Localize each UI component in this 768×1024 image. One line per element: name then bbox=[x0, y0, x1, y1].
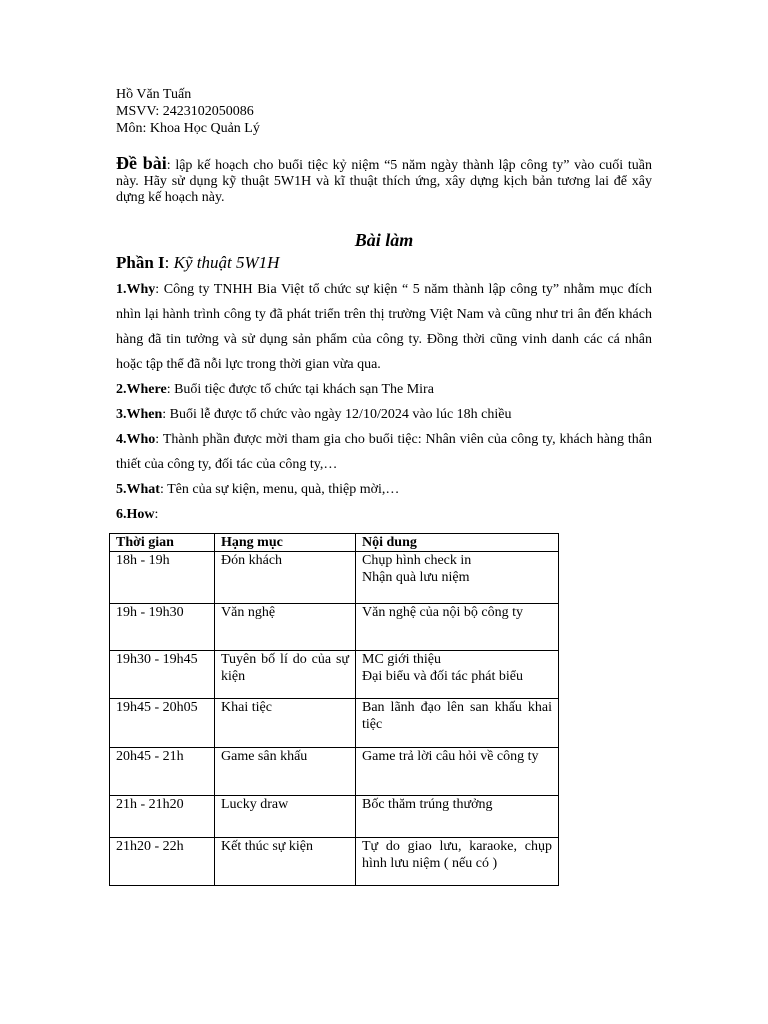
item-text: : bbox=[154, 507, 159, 522]
cell-item: Lucky draw bbox=[215, 796, 356, 838]
content-line: Tự do giao lưu, karaoke, chụp hình lưu niệm ( nếu có ) bbox=[362, 839, 552, 871]
cell-item: Game sân khấu bbox=[215, 748, 356, 796]
cell-content bbox=[356, 699, 559, 748]
cell-time: 21h - 21h20 bbox=[110, 796, 215, 838]
cell-time: 20h45 - 21h bbox=[110, 748, 215, 796]
cell-time: 19h30 - 19h45 bbox=[110, 651, 215, 699]
table-row bbox=[110, 604, 559, 651]
table-row bbox=[110, 838, 559, 886]
item-who bbox=[116, 427, 652, 477]
task-label: Đề bài bbox=[116, 153, 167, 173]
item-text: : Công ty TNHH Bia Việt tổ chức sự kiện “ 5 năm thành lập công ty” nhằm mục đích nhìn lại hành trình công ty đã phát triển trên thị trường Việt Nam và cũng như tri ân đến khách hàng đã tin tưởng và sử dụng sản phẩm của công ty. Đồng thời cũng vinh danh các cá nhân hoặc tập thể đã nỗi lực trong thời gian vừa qua. bbox=[116, 282, 652, 372]
part-heading bbox=[116, 253, 652, 273]
content-line: Đại biểu và đối tác phát biểu bbox=[362, 669, 523, 684]
column-header-item: Hạng mục bbox=[215, 534, 356, 552]
item-what bbox=[116, 477, 652, 502]
page-title: Bài làm bbox=[354, 230, 414, 250]
table-header-row bbox=[110, 534, 559, 552]
cell-item: Đón khách bbox=[215, 552, 356, 604]
content-line: Ban lãnh đạo lên san khấu khai tiệc bbox=[362, 700, 552, 732]
item-label: 5.What bbox=[116, 482, 160, 497]
item-label: 1.Why bbox=[116, 282, 156, 297]
column-header-content: Nội dung bbox=[356, 534, 559, 552]
subject-line: Môn: Khoa Học Quản Lý bbox=[116, 121, 260, 136]
content-line: Nhận quà lưu niệm bbox=[362, 570, 470, 585]
item-when bbox=[116, 402, 652, 427]
item-text: : Thành phần được mời tham gia cho buổi tiệc: Nhân viên của công ty, khách hàng thân thiết của công ty, đối tác của công ty,… bbox=[116, 432, 652, 472]
cell-content bbox=[356, 796, 559, 838]
item-label: 4.Who bbox=[116, 432, 156, 447]
cell-time: 19h45 - 20h05 bbox=[110, 699, 215, 748]
cell-time: 19h - 19h30 bbox=[110, 604, 215, 651]
item-text: : Buổi tiệc được tổ chức tại khách sạn The Mira bbox=[166, 382, 434, 397]
cell-content bbox=[356, 552, 559, 604]
item-label: 2.Where bbox=[116, 382, 167, 397]
cell-content bbox=[356, 748, 559, 796]
item-where bbox=[116, 377, 652, 402]
section-5w1h bbox=[116, 277, 652, 527]
table-row bbox=[110, 699, 559, 748]
part-name: Kỹ thuật 5W1H bbox=[173, 253, 280, 272]
content-line: Văn nghệ của nội bộ công ty bbox=[362, 605, 523, 620]
document-page bbox=[116, 86, 652, 871]
item-label: 6.How bbox=[116, 507, 155, 522]
table-row bbox=[110, 748, 559, 796]
cell-item: Văn nghệ bbox=[215, 604, 356, 651]
cell-content bbox=[356, 651, 559, 699]
task-statement bbox=[116, 155, 652, 206]
cell-item: Khai tiệc bbox=[215, 699, 356, 748]
item-text: : Tên của sự kiện, menu, quà, thiệp mời,… bbox=[159, 482, 400, 497]
item-text: : Buổi lễ được tổ chức vào ngày 12/10/2024 vào lúc 18h chiều bbox=[162, 407, 512, 422]
part-label: Phần I bbox=[116, 253, 165, 272]
part-sep: : bbox=[164, 253, 174, 272]
item-why bbox=[116, 277, 652, 377]
author-name: Hồ Văn Tuấn bbox=[116, 87, 192, 102]
table-row bbox=[110, 796, 559, 838]
student-id: MSVV: 2423102050086 bbox=[116, 104, 254, 119]
cell-time: 21h20 - 22h bbox=[110, 838, 215, 886]
schedule-table bbox=[109, 533, 559, 886]
content-line: Bốc thăm trúng thưởng bbox=[362, 797, 493, 812]
cell-item: Tuyên bố lí do của sự kiện bbox=[215, 651, 356, 699]
content-line: Game trả lời câu hỏi về công ty bbox=[362, 749, 539, 764]
column-header-time: Thời gian bbox=[110, 534, 215, 552]
cell-content bbox=[356, 838, 559, 886]
cell-time: 18h - 19h bbox=[110, 552, 215, 604]
item-label: 3.When bbox=[116, 407, 163, 422]
content-line: Chụp hình check in bbox=[362, 553, 472, 568]
table-row bbox=[110, 552, 559, 604]
cell-content bbox=[356, 604, 559, 651]
cell-item: Kết thúc sự kiện bbox=[215, 838, 356, 886]
task-text: : lập kế hoạch cho buổi tiệc kỷ niệm “5 năm ngày thành lập công ty” vào cuối tuần này. Hãy sử dụng kỹ thuật 5W1H và kĩ thuật thích ứng, xây dựng kịch bản tương lai để xây dựng kế hoạch này. bbox=[116, 158, 652, 205]
table-row bbox=[110, 651, 559, 699]
item-how bbox=[116, 502, 652, 527]
content-line: MC giới thiệu bbox=[362, 652, 441, 667]
